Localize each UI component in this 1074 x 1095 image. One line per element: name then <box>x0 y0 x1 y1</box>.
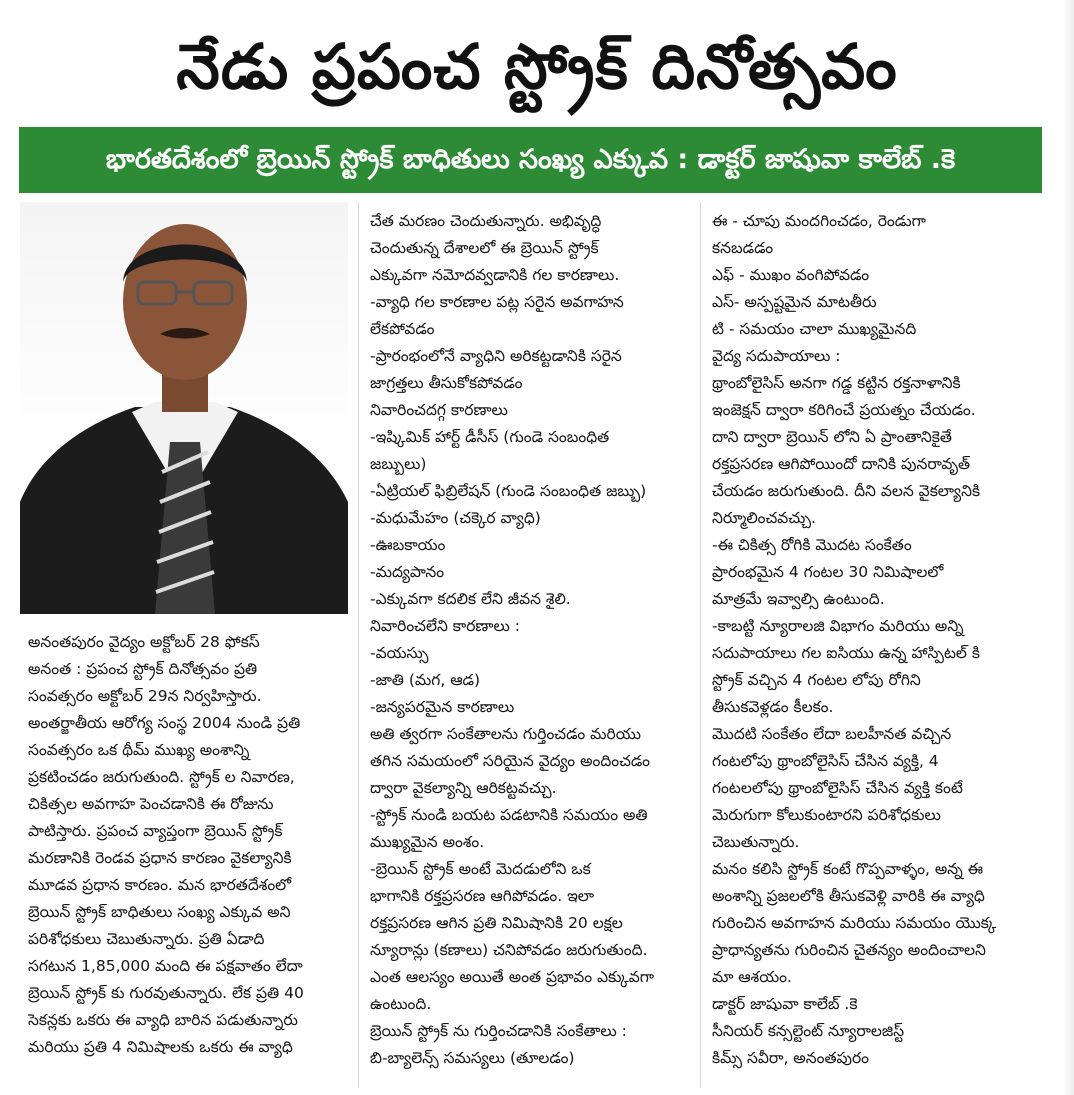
text-line: -మద్యపానం <box>370 563 445 581</box>
text-line: బ్రెయిన్ స్ట్రోక్ బాధితులు సంఖ్య ఎక్కువ అని <box>28 903 291 921</box>
text-line: మూడవ ప్రధాన కారణం. మన భారతదేశంలో <box>28 876 292 894</box>
text-line: -కాబట్టి న్యూరాలజి విభాగం మరియు అన్ని <box>712 617 964 635</box>
text-line: సంవత్సరం ఒక థీమ్ ముఖ్య అంశాన్ని <box>28 741 250 759</box>
text-line: చికిత్సల అవగాహ పెంచడానికి ఈ రోజును <box>28 795 274 813</box>
text-line: పాటిస్తారు. ప్రపంచ వ్యాప్తంగా బ్రెయిన్ స్ట్రోక్ <box>28 822 283 840</box>
text-line: ప్రాధాన్యతను గురించిన చైతన్యం అందించాలని <box>712 941 986 959</box>
text-line: సగటున 1,85,000 మంది ఈ పక్షవాతం లేదా <box>28 957 303 975</box>
text-line: అంతర్జాతీయ ఆరోగ్య సంస్థ 2004 నుండి ప్రతి <box>28 714 301 732</box>
text-line: -జాతి (మగ, ఆడ) <box>370 671 481 689</box>
text-line: ఎంత ఆలస్యం అయితే అంత ప్రభావం ఎక్కువగా <box>370 968 655 986</box>
text-line: -ఈ చికిత్స రోగికి మొదట సంకేతం <box>712 536 912 554</box>
text-line: టి - సమయం చాలా ముఖ్యమైనది <box>712 320 917 338</box>
text-line: -ఊబకాయం <box>370 536 446 554</box>
headline: నేడు ప్రపంచ స్ట్రోక్ దినోత్సవం <box>176 30 898 103</box>
text-line: నివారించలేని కారణాలు : <box>370 617 520 635</box>
text-line: ప్రారంభమైన 4 గంటల 30 నిమిషాలలో <box>712 563 944 581</box>
text-line: -స్ట్రోక్ నుండి బయట పడటానికి సమయం అతి <box>370 806 648 824</box>
text-line: రక్తప్రసరణ ఆగిపోయిందో దానికి పునరావృత్ <box>712 455 971 473</box>
text-line: మాత్రమే ఇవ్వాల్సి ఉంటుంది. <box>712 590 885 608</box>
text-line: నిర్మూలించవచ్చు. <box>712 509 816 527</box>
page-edge-shadow <box>1063 0 1074 1095</box>
text-line: చేయడం జరుగుతుంది. దీని వలన వైకల్యానికి <box>712 482 981 500</box>
text-line: గురించిన అవగాహన మరియు సమయం యొక్క <box>712 914 997 932</box>
text-line: ముఖ్యమైన అంశం. <box>370 833 485 851</box>
author-hospital: కిమ్స్ సవీరా, అనంతపురం <box>712 1049 870 1067</box>
text-line: మరణానికి రెండవ ప్రధాన కారణం వైకల్యానికి <box>28 849 292 867</box>
text-line: బ్రెయిన్ స్ట్రోక్ ను గుర్తించడానికి సంకేతాలు : <box>370 1022 627 1040</box>
text-line: -మధుమేహం (చక్కెర వ్యాధి) <box>370 509 541 527</box>
text-line: మనం కలిసి స్ట్రోక్ కంటే గొప్పవాళ్ళం, అన్న ఈ <box>712 860 984 878</box>
text-line: వైద్య సదుపాయాలు : <box>712 347 841 365</box>
text-line: మరియు ప్రతి 4 నిమిషాలకు ఒకరు ఈ వ్యాధి <box>28 1038 293 1056</box>
text-line: మొదటి సంకేతం లేదా బలహీనత వచ్చిన <box>712 725 952 743</box>
text-line: -ఎక్కువగా కదలిక లేని జీవన శైలి. <box>370 590 571 608</box>
text-line: స్ట్రోక్ వచ్చిన 4 గంటల లోపు రోగిని <box>712 671 921 689</box>
doctor-photo <box>20 202 348 614</box>
text-line: మెరుగుగా కోలుకుంటారని పరిశోధకులు <box>712 806 941 824</box>
text-line: నివారించదగ్గ కారణాలు <box>370 401 508 419</box>
text-line: రక్తప్రసరణ ఆగిన ప్రతి నిమిషానికి 20 లక్షల <box>370 914 623 932</box>
text-line: న్యూరాన్లు (కణాలు) చనిపోవడం జరుగుతుంది. <box>370 941 648 959</box>
text-line: సెకన్లకు ఒకరు ఈ వ్యాధి బారిన పడుతున్నారు <box>28 1011 298 1029</box>
text-line: అనంత : ప్రపంచ స్ట్రోక్ దినోత్సవం ప్రతి <box>28 660 258 678</box>
author-title: సీనియర్ కన్సల్టెంట్ న్యూరాలజిస్ట్ <box>712 1022 905 1040</box>
text-line: ఉంటుంది. <box>370 995 432 1013</box>
text-line: -వయస్సు <box>370 644 429 662</box>
text-line: బి-బ్యాలెన్స్ సమస్యలు (తూలడం) <box>370 1049 575 1067</box>
article-column-2 <box>370 208 690 1088</box>
text-line: పరిశోధకులు చెబుతున్నారు. ప్రతి ఏడాది <box>28 930 265 948</box>
text-line: ఇంజెక్షన్ ద్వారా కరిగించే ప్రయత్నం చేయడం. <box>712 401 976 419</box>
text-line: గంటలోపు థ్రాంబోలైసిస్ చేసిన వ్యక్తి, 4 <box>712 752 939 770</box>
text-line: ఎఫ్ - ముఖం వంగిపోవడం <box>712 266 870 284</box>
text-line: అతి త్వరగా సంకేతాలను గుర్తించడం మరియు <box>370 725 641 743</box>
article-column-3 <box>712 208 1037 1078</box>
text-line: జాగ్రత్తలు తీసుకోకపోవడం <box>370 374 523 392</box>
text-line: ఎస్- అస్పష్టమైన మాటతీరు <box>712 293 877 311</box>
text-line: అంశాన్ని ప్రజలలోకి తీసుకవెళ్లి వారికి ఈ వ్యాధి <box>712 887 985 905</box>
text-line: -వ్యాధి గల కారణాల పట్ల సరైన అవగాహన <box>370 293 624 311</box>
text-line: మా ఆశయం. <box>712 968 792 986</box>
text-line: ఎక్కువగా నమోదవ్వడానికి గల కారణాలు. <box>370 266 620 284</box>
text-line: భాగానికి రక్తప్రసరణ ఆగిపోవడం. ఇలా <box>370 887 594 905</box>
column-divider <box>700 202 701 1088</box>
subheadline-banner: భారతదేశంలో బ్రెయిన్ స్ట్రోక్ బాధితులు సంఖ్య ఎక్కువ : డాక్టర్ జాషువా కాలేబ్ .కె <box>19 127 1042 193</box>
text-line: చేత మరణం చెందుతున్నారు. అభివృద్ధి <box>370 212 602 230</box>
article-column-1 <box>28 629 346 1089</box>
text-line: బ్రెయిన్ స్ట్రోక్ కు గురవుతున్నారు. లేక ప్రతి 40 <box>28 984 304 1002</box>
text-line: చెందుతున్న దేశాలలో ఈ బ్రెయిన్ స్ట్రోక్ <box>370 239 599 257</box>
text-line: సంవత్సరం అక్టోబర్ 29న నిర్వహిస్తారు. <box>28 687 262 705</box>
text-line: లేకపోవడం <box>370 320 435 338</box>
text-line: ప్రకటించడం జరుగుతుంది. స్ట్రోక్ ల నివారణ, <box>28 768 295 786</box>
text-line: -బ్రెయిన్ స్ట్రోక్ అంటే మెదడులోని ఒక <box>370 860 591 878</box>
text-line: కనబడడం <box>712 239 774 257</box>
text-line: ఈ - చూపు మందగించడం, రెండుగా <box>712 212 926 230</box>
text-line: జబ్బులు) <box>370 455 427 473</box>
text-line: సదుపాయాలు గల ఐసియు ఉన్న హాస్పిటల్ కి <box>712 644 980 662</box>
text-line: గంటలలోపు థ్రాంబోలైసిస్ చేసిన వ్యక్తి కంటే <box>712 779 963 797</box>
text-line: తీసుకవెళ్లడం కీలకం. <box>712 698 834 716</box>
text-line: థ్రాంబోలైసిస్ అనగా గడ్డ కట్టిన రక్తనాళానికి <box>712 374 961 392</box>
author-name: డాక్టర్ జాషువా కాలేబ్ .కె <box>712 995 858 1013</box>
text-line: తగిన సమయంలో సరియైన వైద్యం అందించడం <box>370 752 651 770</box>
text-line: -ఏట్రియల్ ఫిబ్రిలేషన్ (గుండె సంబంధిత జబ్బు) <box>370 482 647 500</box>
text-line: అనంతపురం వైద్యం అక్టోబర్ 28 ఫోకస్ <box>28 633 260 651</box>
text-line: దాని ద్వారా బ్రెయిన్ లోని ఏ ప్రాంతానికైతే <box>712 428 952 446</box>
text-line: ద్వారా వైకల్యాన్ని ఆరికట్టవచ్చు. <box>370 779 557 797</box>
text-line: -ఇష్కిమిక్ హార్ట్ డీసీస్ (గుండె సంబంధిత <box>370 428 610 446</box>
text-line: -ప్రారంభంలోనే వ్యాధిని అరికట్టడానికి సరైన <box>370 347 622 365</box>
text-line: చెబుతున్నారు. <box>712 833 800 851</box>
column-divider <box>358 202 359 1088</box>
portrait-illustration <box>20 202 348 614</box>
text-line: -జన్యపరమైన కారణాలు <box>370 698 515 716</box>
